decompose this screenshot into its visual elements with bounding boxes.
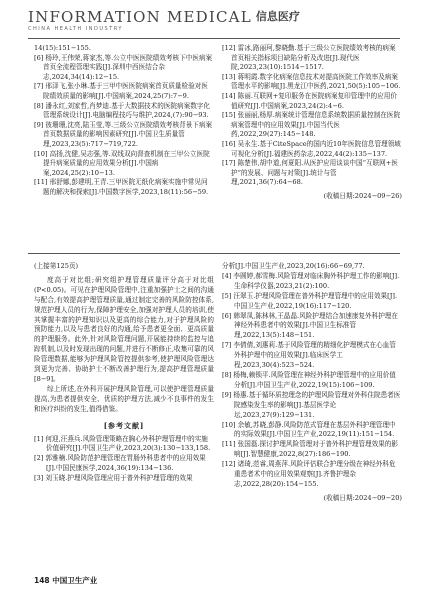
reference-item: [9] 杨惠.基于循环质控理念的护理风险管理对外科住院患者医院感染发生率的影响[J].基层医学论坛,2023,27(9):129−131. xyxy=(222,390,401,419)
received-date: (收稿日期:2024−09−20) xyxy=(323,493,402,502)
page-header xyxy=(28,8,408,38)
received-date: (收稿日期:2024−09−26) xyxy=(323,191,402,200)
reference-item: [13] 蒋明霞.数字化病案信息技术对提高医院工作效率及病案管理水平的影响[J].黑龙江中医药,2021,50(5):105−106. xyxy=(222,72,401,91)
reference-item: [16] 吴永生.基于CiteSpace的国内近10年医院信息管理领域可视化分析[J].福建医药杂志,2022,44(2):135−137. xyxy=(222,139,401,158)
masthead-subline: CHINA HEALTH INDUSTRY xyxy=(28,26,123,32)
article-body-left xyxy=(34,262,214,484)
reference-item: [15] 张丽丽,杨厚.病案统计管理信息系统数据质量控制在医院病案管理中的应用效果[J].中国当代医药,2022,29(27):145−148. xyxy=(222,111,401,139)
reference-item: [12] 诸琦,范睿,周燕萍.风险评估联合护理分级在神经外科危重患者术中的应用效果观察[J].齐鲁护理杂志,2022,28(20):154−155. xyxy=(222,460,396,488)
reference-item: [10] 高扬,沈健,吴志强,等.双线双向督查机制在三甲公立医院提升病案质量的应用效果分析[J].中国病案,2024,25(2):10−13. xyxy=(34,149,210,177)
header-rule xyxy=(28,38,400,39)
reference-item: [8] 杨梅,赖锁平.风险管理在神经外科护理管理中的应用价值分析[J].中国卫生产业,2022,19(15):106−109. xyxy=(222,370,396,389)
masthead-cn: 信息医疗 xyxy=(255,10,300,23)
reference-item: [6] 韩翠凤,陈林林,王晶晶.风险护理结合加速康复外科护理在神经外科患者中的效果[J].中国卫生标准管理,2022,13(5):148−151. xyxy=(222,311,398,340)
journal-name: 中国卫生产业 xyxy=(52,576,98,585)
reference-item: [10] 余敏,苏晓,彭静.风险防范式管理在基层外科护理管理中的实际效果[J].中国卫生产业,2022,19(11):151−154. xyxy=(222,420,396,439)
reference-item: 14(15):151−155. xyxy=(34,44,91,52)
reference-item: [3] 刘玉晓.护理风险管理应用于普外科护理管理的效果 xyxy=(34,474,193,483)
top-references-left xyxy=(34,44,214,198)
journal-masthead xyxy=(28,8,408,26)
continued-note: (上接第125页) xyxy=(34,262,79,270)
body-paragraph: 度高于对比组;研究组护理管理质量评分高于对比组(P<0.05)。可见在护理风险管理中,注重加强护士之间的沟通与配合,有效提高护理管理质量,通过制定完善的风险防控体系,规范护理人员的行为,保障护理安全,加强对护理人员的培训,使其掌握丰富的护理知识以及更高的综合能力,对于护理风险的预防能力,以及与患者良好的沟通,给予患者更全面、更高质量的护理服务。此外,针对风险管理问题,开展能持续的监控与追踪机制,以及时发现出现的问题,并进行不断修正,收集可靠的风险管理数据,能够为护理风险管控提供参考,使护理风险管理达到更为完善、协助护士不断改善护理行为,提高护理管理质量[8−9]。 xyxy=(34,275,214,383)
reference-item: [9] 彼珊珊,沈亮,陆玉莹,等.三级公立医院绩效考核背景下病案首页数据质量的影响因素研究[J].中国卫生质量管理,2023,23(5):717−719,722. xyxy=(34,120,213,148)
reference-item: [6] 杨玲,王伟荣,蒋家杰,等.公立中医医院绩效考核下中医病案首页全流程管理实践[J].深圳中西医结合杂志,2024,34(14):12−15. xyxy=(34,53,213,81)
article-references-right xyxy=(222,262,402,504)
reference-item: [11] 张国磊.探讨护理风险管理对于普外科护理管理效果的影响[J].智慧健康,2022,8(27):186−190. xyxy=(222,440,398,459)
masthead-en: INFORMATION MEDICAL xyxy=(28,8,252,26)
reference-item: [1] 何迎,汪燕兵.风险管理策略在胸心外科护理管理中的实施价值研究[J].中国卫生产业,2023,20(3):130−133,158. xyxy=(34,434,211,453)
references-heading: [参考文献] xyxy=(103,420,145,430)
reference-item: [17] 陈楚伟,胡中道,何夏阳.从医护应用谈谈中国“互联网+医护”的发展、问题与对策[J].统计与管理,2021,36(7):64−68. xyxy=(222,159,398,187)
article-separator xyxy=(28,253,400,254)
top-references-right xyxy=(222,44,402,202)
page-footer xyxy=(34,575,97,586)
reference-item: 分析[J].中国卫生产业,2023,20(16):66−69,77. xyxy=(222,262,365,270)
body-paragraph: 综上所述,在外科开展护理风险管理,可以使护理管理质量提高,为患者提供安全、优质的护理方法,减少不良事件的发生和医疗纠纷的发生,值得借鉴。 xyxy=(34,384,214,413)
reference-item: [7] 李倩倩,刘惠莉.基于风险管理的精细化护理模式在心血管外科护理中的应用效果[J].临床医学工程,2023,30(4):523−524. xyxy=(222,341,396,370)
reference-item: [4] 李圆婷,郝雪梅.风险管理对临床胸外科护理工作的影响[J].生命科学仪器,2023,21(2):100. xyxy=(222,271,400,290)
reference-item: [12] 雷冰,路丽珂,黎晓勤.基于三级公立医院绩效考核的病案首页相关指标项目缺陷分析及改进[J].现代医院,2023,23(10):1514−1517. xyxy=(222,44,396,72)
reference-item: [11] 邢舒娜,彭建明,王青.三甲医院无纸化病案实施中常见问题的解决和探索[J].中国数字医学,2023,18(11):56−59. xyxy=(34,178,209,196)
page-number: 148 xyxy=(34,576,50,585)
reference-item: [8] 潘永红,刘家哲,肖梦迪.基于大数据技术的医院病案数字化管理系统设计[J].电脑编程技巧与维护,2024,(7):90−93. xyxy=(34,101,210,120)
reference-item: [14] 陈丽.互联网+复印服务在医院病案复印管理中的应用价值研究[J].中国病案,2023,24(2):4−6. xyxy=(222,91,397,110)
reference-item: [7] 邢泽飞,张小琳.基于三甲中医医院病案首页质量检验对医院绩效质量的影响[J].中国病案,2024,25(7):7−9. xyxy=(34,82,208,100)
reference-item: [5] 汪翠玉.护理风险管理在普外科护理管理中的应用效果[J].中国卫生产业,2022,19(16):117−120. xyxy=(222,291,398,310)
reference-item: [2] 郭雅楠.风险防范护理管理在胃肠外科患者中的应用效果[J].中国民康医学,2024,36(19):134−136. xyxy=(34,454,206,473)
